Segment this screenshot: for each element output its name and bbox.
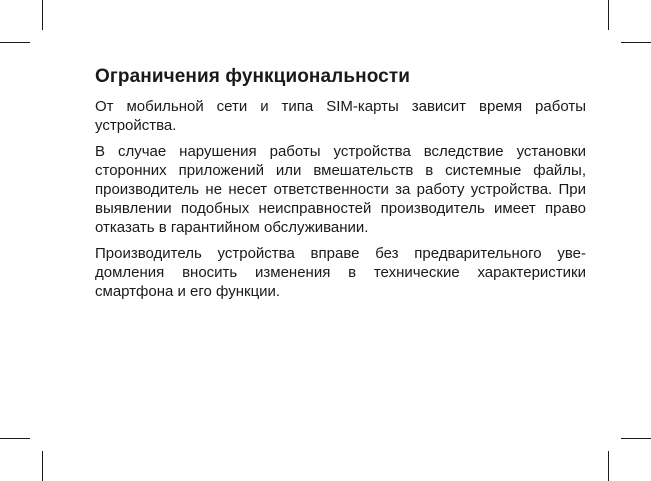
- paragraph-battery: От мобильной сети и типа SIM-карты зависит время работы устройства.: [95, 98, 586, 134]
- crop-mark-top-left-horizontal: [0, 42, 30, 43]
- crop-mark-bottom-right-vertical: [608, 451, 609, 481]
- crop-mark-bottom-left-vertical: [42, 451, 43, 481]
- document-body: [95, 65, 586, 308]
- paragraph-warranty: В случае нарушения работы устройства вследствие установки сторонних приложений или вмешательств в системные файлы, производитель не несет ответственности за работу устройства. При выявлении подобных неисправностей производитель имеет право отказать в гарантийном обслуживании.: [95, 143, 586, 236]
- page-title: Ограничения функциональности: [95, 66, 411, 87]
- crop-mark-top-left-vertical: [42, 0, 43, 30]
- crop-mark-bottom-left-horizontal: [0, 438, 30, 439]
- crop-mark-top-right-horizontal: [621, 42, 651, 43]
- crop-mark-top-right-vertical: [608, 0, 609, 30]
- crop-mark-bottom-right-horizontal: [621, 438, 651, 439]
- paragraph-changes: Производитель устройства вправе без предварительного уве-домления вносить изменения в технические характеристики смартфона и его функции.: [95, 245, 586, 300]
